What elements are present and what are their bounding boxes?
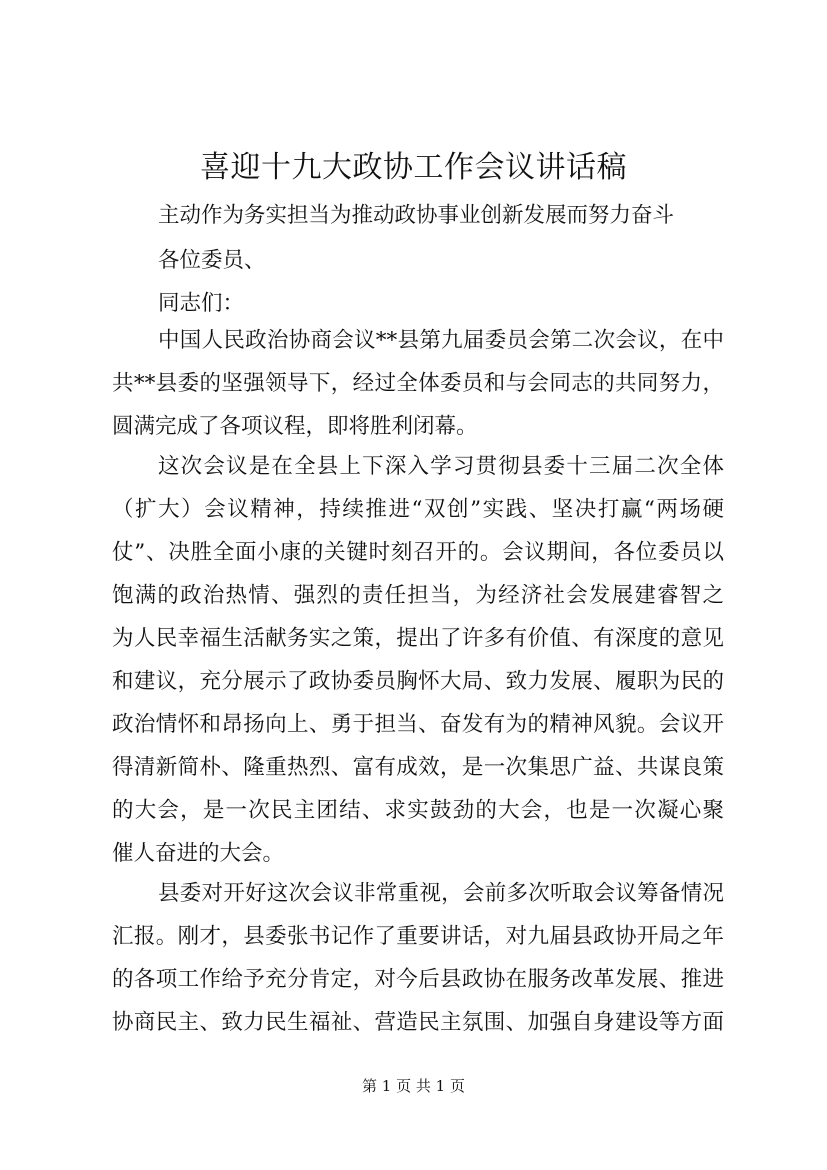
paragraph-line: 的大会，是一次民主团结、求实鼓劲的大会，也是一次凝心聚 (112, 798, 724, 823)
paragraph-line: 为人民幸福生活献务实之策，提出了许多有价值、有深度的意见 (112, 626, 724, 651)
paragraph-line: （扩大）会议精神，持续推进“双创”实践、坚决打赢“两场硬 (112, 497, 724, 522)
document-subtitle: 主动作为务实担当为推动政协事业创新发展而努力奋斗 (158, 203, 675, 228)
paragraph-line: 协商民主、致力民生福祉、营造民主氛围、加强自身建设等方面 (112, 1010, 724, 1035)
document-title: 喜迎十九大政协工作会议讲话稿 (200, 150, 627, 185)
paragraph-line: 催人奋进的大会。 (112, 841, 285, 866)
paragraph-line: 仗”、决胜全面小康的关键时刻召开的。会议期间，各位委员以 (112, 540, 724, 565)
paragraph-line: 汇报。刚才，县委张书记作了重要讲话，对九届县政协开局之年 (112, 924, 724, 949)
paragraph-line: 得清新简朴、隆重热烈、富有成效，是一次集思广益、共谋良策 (112, 755, 724, 780)
salutation-line: 同志们： (158, 291, 245, 316)
paragraph-line: 这次会议是在全县上下深入学习贯彻县委十三届二次全体 (158, 454, 724, 479)
paragraph-line: 的各项工作给予充分肯定，对今后县政协在服务改革发展、推进 (112, 967, 724, 992)
page-number-footer: 第 1 页 共 1 页 (362, 1077, 465, 1095)
paragraph-line: 县委对开好这次会议非常重视，会前多次听取会议筹备情况 (158, 881, 724, 906)
paragraph-line: 圆满完成了各项议程，即将胜利闭幕。 (112, 414, 478, 439)
paragraph-line: 共**县委的坚强领导下，经过全体委员和与会同志的共同努力， (112, 371, 724, 396)
paragraph-line: 中国人民政治协商会议**县第九届委员会第二次会议，在中 (158, 328, 724, 353)
paragraph-line: 饱满的政治热情、强烈的责任担当，为经济社会发展建睿智之 (112, 583, 724, 608)
paragraph-line: 政治情怀和昂扬向上、勇于担当、奋发有为的精神风貌。会议开 (112, 712, 724, 737)
paragraph-line: 和建议，充分展示了政协委员胸怀大局、致力发展、履职为民的 (112, 669, 724, 694)
salutation-line: 各位委员、 (158, 248, 266, 273)
